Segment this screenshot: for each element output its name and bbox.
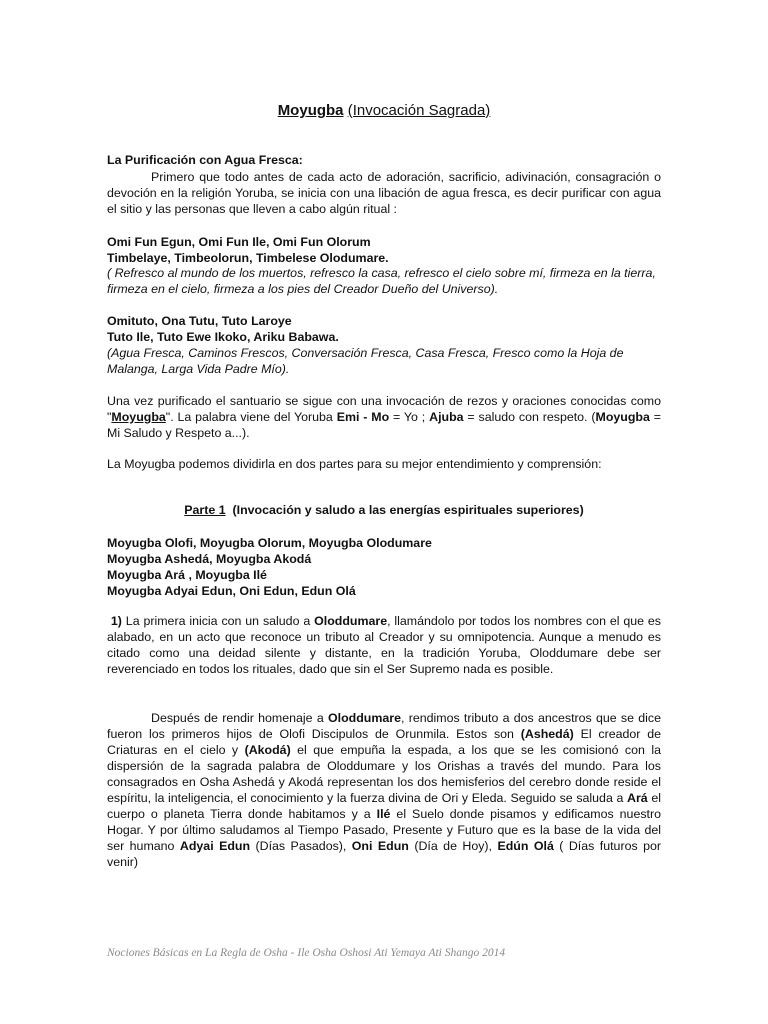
parte1-line: Moyugba Olofi, Moyugba Olorum, Moyugba Olodumare [107, 536, 432, 550]
rezo1-line1: Omi Fun Egun, Omi Fun Ile, Omi Fun Olorum [107, 235, 371, 249]
text-run: = Yo ; [389, 410, 430, 424]
rezo2-line2: Tuto Ile, Tuto Ewe Ikoko, Ariku Babawa. [107, 330, 339, 344]
invocacion-paragraph [107, 393, 661, 441]
parte1-line: Moyugba Adyai Edun, Oni Edun, Edun Olá [107, 584, 356, 598]
rezo2-line1: Omituto, Ona Tutu, Tuto Laroye [107, 314, 292, 328]
text-run: (Día de Hoy), [408, 839, 498, 853]
text-run: ". La palabra viene del Yoruba [165, 410, 337, 424]
ancestros-paragraph [107, 710, 661, 870]
text-run: La primera inicia con un saludo a [121, 614, 315, 628]
term-asheda: (Ashedá) [520, 727, 574, 741]
punto1-number: 1) [110, 614, 122, 628]
text-run: = saludo con respeto. ( [463, 410, 596, 424]
text-run: (Días Pasados), [250, 839, 352, 853]
term-ajuba: Ajuba [429, 410, 464, 424]
text-run: , llamándolo por todos los nombres con el que es alabado, en un acto que reconoce un tributo al Creador y su omnipotencia. Aunque a menudo es citado como una deidad silente y distante, en la tradición Yoruba, Oloddumare debe ser reverenciado en todos los rituales, dado que sin el Ser Supremo nada es posible. [107, 614, 661, 676]
text-run: el que empuña la espada, a los que se les comisionó con la dispersión de la sagrada palabra de Oloddumare y los Orishas a través del mundo. Para los consagrados en Osha Ashedá y Akodá representan los dos hemisferios del cerebro donde reside el espíritu, la inteligencia, el conocimiento y la fuerza divina de Ori y Eleda. Seguido se saluda a [107, 743, 661, 805]
text-run: Después de rendir homenaje a [151, 711, 328, 725]
text-run: el Suelo donde pisamos y edificamos nuestro Hogar. Y por último saludamos al Tiempo Pasado, Presente y Futuro que es la base de la vida del ser humano [107, 807, 661, 853]
term-akoda: (Akodá) [244, 743, 291, 757]
term-moyugba: Moyugba [111, 410, 166, 424]
term-ara: Ará [627, 791, 648, 805]
parte1-line: Moyugba Ashedá, Moyugba Akodá [107, 552, 312, 566]
text-run: ( Días futuros por venir) [107, 839, 662, 869]
title-sub: (Invocación Sagrada) [347, 102, 491, 119]
division-paragraph: La Moyugba podemos dividirla en dos partes para su mejor entendimiento y comprensión: [107, 457, 602, 471]
term-oni-edun: Oni Edun [351, 839, 409, 853]
page-footer: Nociones Básicas en La Regla de Osha - Ile Osha Oshosi Ati Yemaya Ati Shango 2014 [107, 947, 506, 959]
term-ile: Ilé [376, 807, 391, 821]
rezo1-line2: Timbelaye, Timbeolorun, Timbelese Olodumare. [107, 251, 389, 265]
parte1-line: Moyugba Ará , Moyugba Ilé [107, 568, 267, 582]
purificacion-paragraph [107, 169, 661, 217]
title-main: Moyugba [277, 102, 344, 119]
term-edun-ola: Edún Olá [497, 839, 554, 853]
text-run: El creador de Criaturas en el cielo y [107, 727, 662, 757]
purificacion-heading: La Purificación con Agua Fresca: [107, 153, 303, 167]
page-title [0, 101, 768, 121]
rezo2-translation: (Agua Fresca, Caminos Frescos, Conversación Fresca, Casa Fresca, Fresco como la Hoja de Malanga, Larga Vida Padre Mío). [107, 346, 624, 376]
term-moyugba: Moyugba [595, 410, 650, 424]
purificacion-body: Primero que todo antes de cada acto de adoración, sacrificio, adivinación, consagración o devoción en la religión Yoruba, se inicia con una libación de agua fresca, es decir purificar con agua el sitio y las personas que lleven a cabo algún ritual : [107, 170, 661, 216]
term-emi-mo: Emi - Mo [336, 410, 390, 424]
term-oloddumare: Oloddumare [314, 614, 388, 628]
term-oloddumare: Oloddumare [328, 711, 401, 725]
parte1-heading [0, 502, 768, 518]
punto1-paragraph [107, 613, 661, 677]
text-run: Una vez purificado el santuario se sigue con una invocación de rezos y oraciones conocidas como " [107, 394, 661, 424]
text-run: , rendimos tributo a dos ancestros que se dice fueron los primeros hijos de Olofi Discipulos de Orunmila. Estos son [107, 711, 661, 741]
parte1-title: (Invocación y saludo a las energías espirituales superiores) [232, 503, 584, 517]
parte1-label: Parte 1 [184, 503, 226, 517]
term-adyai-edun: Adyai Edun [179, 839, 251, 853]
text-run: el cuerpo o planeta Tierra donde habitamos y a [107, 791, 661, 821]
text-run: = Mi Saludo y Respeto a...). [107, 410, 661, 440]
rezo1-translation: ( Refresco al mundo de los muertos, refresco la casa, refresco el cielo sobre mí, firmeza en la tierra, firmeza en el cielo, firmeza a los pies del Creador Dueño del Universo). [107, 266, 656, 296]
